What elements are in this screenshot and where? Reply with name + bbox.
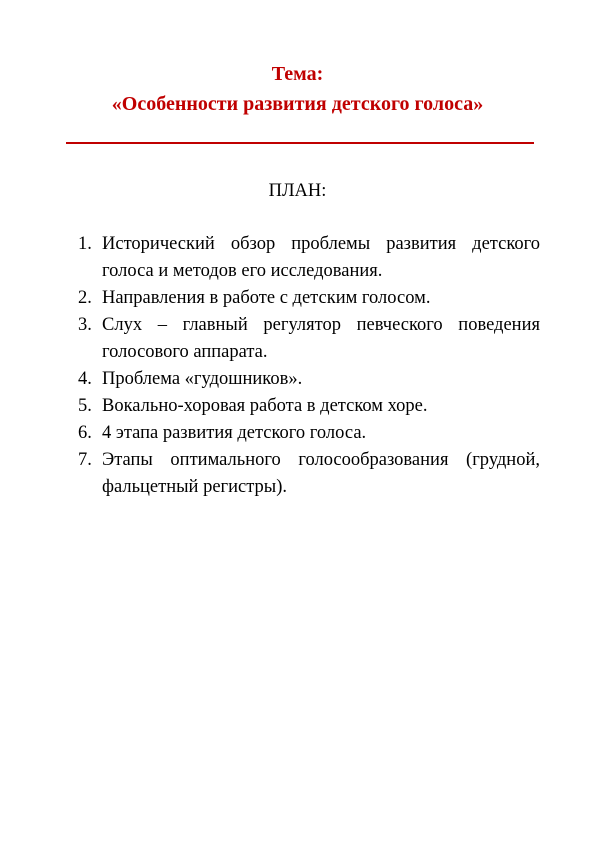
title-block [0, 59, 595, 119]
list-item-text: Направления в работе с детским голосом. [102, 288, 431, 308]
list-item-number: 7. [78, 450, 92, 470]
list-item-text: Этапы оптимального голосообразования (грудной, фальцетный регистры). [102, 450, 540, 497]
list-item-text: Исторический обзор проблемы развития детского голоса и методов его исследования. [102, 234, 540, 281]
title-label: Тема: [271, 63, 324, 85]
list-item-text: 4 этапа развития детского голоса. [102, 423, 367, 443]
list-item [78, 420, 540, 447]
list-item [78, 231, 540, 285]
list-item [78, 393, 540, 420]
title-divider [66, 142, 534, 144]
list-item [78, 312, 540, 366]
list-item-text: Проблема «гудошников». [102, 369, 303, 389]
list-item-text: Слух – главный регулятор певческого поведения голосового аппарата. [102, 315, 540, 362]
list-item-number: 2. [78, 288, 92, 308]
list-item-number: 4. [78, 369, 92, 389]
plan-list [78, 231, 540, 501]
list-item [78, 366, 540, 393]
plan-heading: ПЛАН: [268, 181, 327, 201]
list-item-number: 1. [78, 234, 92, 254]
list-item-text: Вокально-хоровая работа в детском хоре. [102, 396, 428, 416]
list-item-number: 3. [78, 315, 92, 335]
title-topic: «Особенности развития детского голоса» [111, 93, 484, 115]
list-item-number: 6. [78, 423, 92, 443]
list-item-number: 5. [78, 396, 92, 416]
list-item [78, 447, 540, 501]
list-item [78, 285, 540, 312]
